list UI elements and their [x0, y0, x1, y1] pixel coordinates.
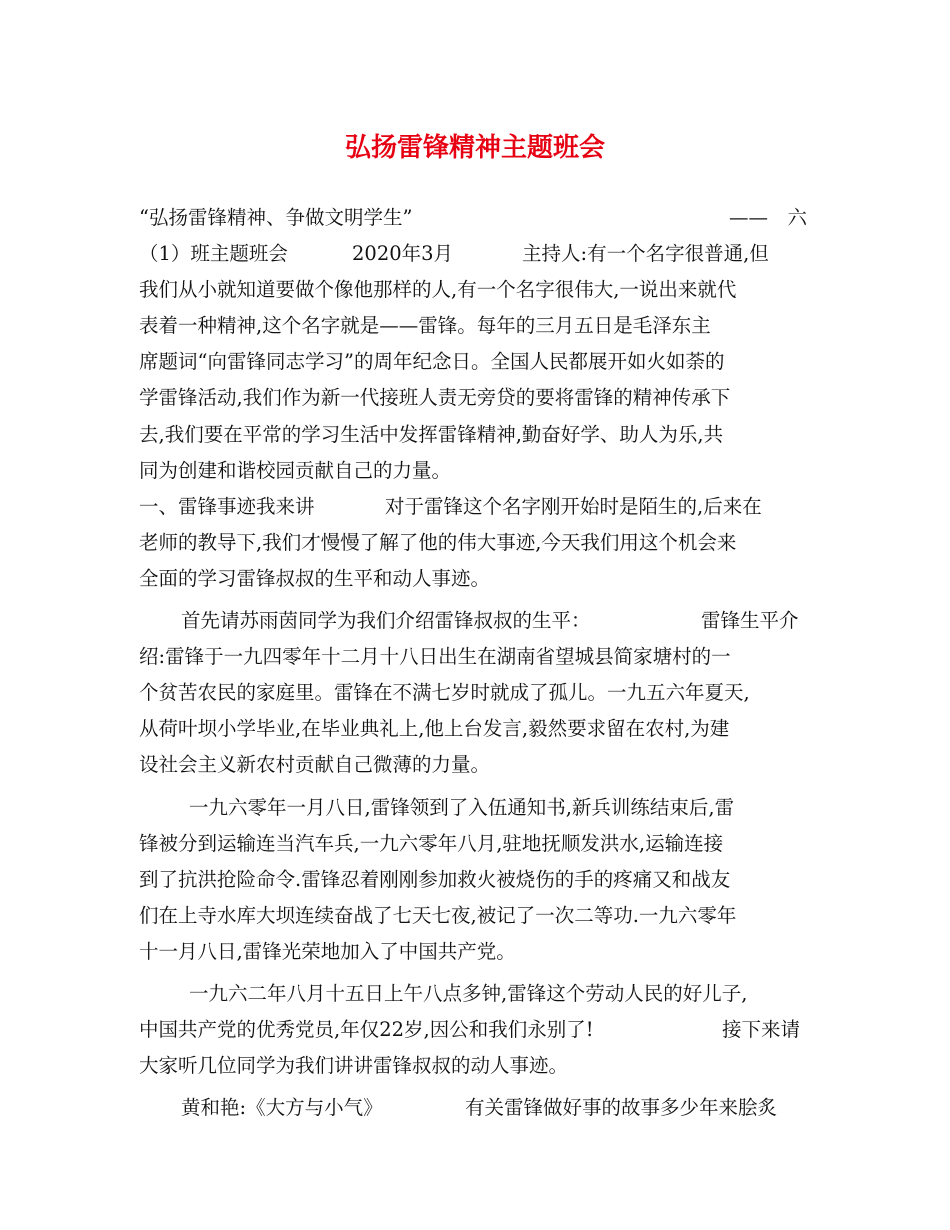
body-line: 席题词“向雷锋同志学习”的周年纪念日。全国人民都展开如火如荼的	[139, 350, 725, 374]
body-line: 同为创建和谐校园贡献自己的力量。	[139, 458, 452, 482]
body-line: 老师的教导下,我们才慢慢了解了他的伟大事迹,今天我们用这个机会来	[139, 530, 737, 554]
text-segment: 首先请苏雨茵同学为我们介绍雷锋叔叔的生平：	[181, 609, 591, 633]
body-line: 们在上寺水库大坝连续奋战了七天七夜,被记了一次二等功.一九六零年	[139, 903, 737, 927]
text-segment: 有关雷锋做好事的故事多少年来脍炙	[465, 1096, 778, 1120]
body-line: 表着一种精神,这个名字就是——雷锋。每年的三月五日是毛泽东主	[139, 314, 711, 338]
body-line: 全面的学习雷锋叔叔的生平和动人事迹。	[139, 566, 491, 590]
text-segment: 2020年3月	[352, 242, 454, 266]
text-segment: 对于雷锋这个名字刚开始时是陌生的,后来在	[385, 494, 762, 518]
body-line: 设社会主义新农村贡献自己微薄的力量。	[139, 753, 491, 777]
body-line: 学雷锋活动,我们作为新一代接班人责无旁贷的要将雷锋的精神传承下	[139, 386, 731, 410]
document-title: 弘扬雷锋精神主题班会	[344, 133, 605, 163]
body-line: 锋被分到运输连当汽车兵,一九六零年八月,驻地抚顺发洪水,运输连接	[139, 831, 724, 855]
text-segment: 主持人:有一个名字很普通,但	[522, 242, 769, 266]
body-line: 绍:雷锋于一九四零年十二月十八日出生在湖南省望城县简家塘村的一	[139, 645, 731, 669]
section-heading: 一、雷锋事迹我来讲	[139, 494, 315, 518]
text-segment: 接下来请	[722, 1018, 801, 1042]
text-segment: —— 六	[729, 206, 808, 229]
body-line: 个贫苦农民的家庭里。雷锋在不满七岁时就成了孤儿。一九五六年夏天,	[139, 681, 750, 705]
text-segment: 雷锋生平介	[701, 609, 799, 633]
text-segment: 黄和艳:《大方与小气》	[181, 1096, 383, 1120]
body-line: 一九六二年八月十五日上午八点多钟,雷锋这个劳动人民的好儿子,	[189, 981, 748, 1005]
body-line	[139, 236, 815, 272]
body-line	[139, 200, 815, 236]
body-line: 大家听几位同学为我们讲讲雷锋叔叔的动人事迹。	[139, 1054, 569, 1078]
body-line: 到了抗洪抢险命令.雷锋忍着刚刚参加救火被烧伤的手的疼痛又和战友	[139, 867, 731, 891]
section-heading-line	[139, 489, 815, 525]
text-segment: 中国共产党的优秀党员,年仅22岁,因公和我们永别了!	[139, 1018, 594, 1042]
body-line: 从荷叶坝小学毕业,在毕业典礼上,他上台发言,毅然要求留在农村,为建	[139, 717, 730, 741]
body-line: 我们从小就知道要做个像他那样的人,有一个名字很伟大,一说出来就代	[139, 278, 737, 302]
body-line	[139, 1090, 815, 1126]
body-line	[139, 1012, 815, 1048]
body-line: 十一月八日,雷锋光荣地加入了中国共产党。	[139, 939, 516, 963]
text-segment: “弘扬雷锋精神、争做文明学生”	[139, 206, 413, 229]
body-line: 去,我们要在平常的学习生活中发挥雷锋精神,勤奋好学、助人为乐,共	[139, 422, 724, 446]
body-line	[139, 603, 815, 639]
document-body	[139, 200, 815, 1126]
body-line: 一九六零年一月八日,雷锋领到了入伍通知书,新兵训练结束后,雷	[189, 795, 735, 819]
text-segment: （1）班主题班会	[139, 242, 288, 266]
